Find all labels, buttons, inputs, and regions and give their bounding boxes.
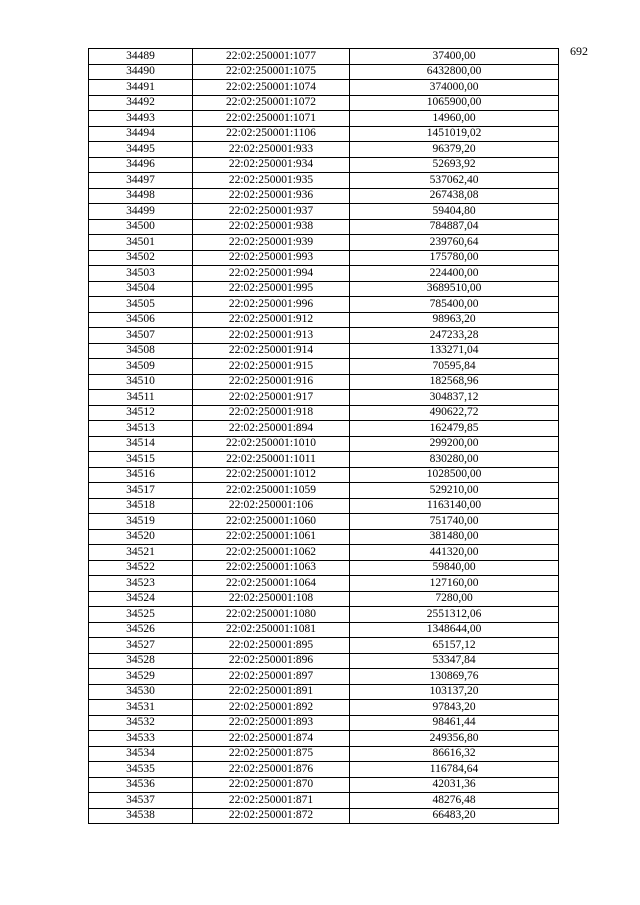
value-cell: 249356,80	[350, 731, 559, 747]
cadastral-number-cell: 22:02:250001:1080	[193, 607, 350, 623]
table-row	[89, 452, 559, 468]
cadastral-number-cell: 22:02:250001:1059	[193, 483, 350, 499]
cadastral-number-cell: 22:02:250001:894	[193, 421, 350, 437]
table-row	[89, 250, 559, 266]
value-cell: 130869,76	[350, 669, 559, 685]
row-number-cell: 34512	[89, 405, 193, 421]
table-row	[89, 157, 559, 173]
value-cell: 65157,12	[350, 638, 559, 654]
value-cell: 1451019,02	[350, 126, 559, 142]
value-cell: 2551312,06	[350, 607, 559, 623]
cadastral-number-cell: 22:02:250001:917	[193, 390, 350, 406]
table-row	[89, 281, 559, 297]
cadastral-number-cell: 22:02:250001:995	[193, 281, 350, 297]
cadastral-number-cell: 22:02:250001:916	[193, 374, 350, 390]
row-number-cell: 34521	[89, 545, 193, 561]
value-cell: 1028500,00	[350, 467, 559, 483]
row-number-cell: 34519	[89, 514, 193, 530]
row-number-cell: 34499	[89, 204, 193, 220]
value-cell: 374000,00	[350, 80, 559, 96]
table-row	[89, 607, 559, 623]
table-row	[89, 638, 559, 654]
cadastral-number-cell: 22:02:250001:875	[193, 746, 350, 762]
row-number-cell: 34500	[89, 219, 193, 235]
row-number-cell: 34532	[89, 715, 193, 731]
table-row	[89, 653, 559, 669]
value-cell: 3689510,00	[350, 281, 559, 297]
cadastral-number-cell: 22:02:250001:892	[193, 700, 350, 716]
row-number-cell: 34511	[89, 390, 193, 406]
value-cell: 785400,00	[350, 297, 559, 313]
row-number-cell: 34523	[89, 576, 193, 592]
table-row	[89, 483, 559, 499]
value-cell: 490622,72	[350, 405, 559, 421]
row-number-cell: 34531	[89, 700, 193, 716]
row-number-cell: 34502	[89, 250, 193, 266]
cadastral-number-cell: 22:02:250001:1072	[193, 95, 350, 111]
row-number-cell: 34518	[89, 498, 193, 514]
cadastral-number-cell: 22:02:250001:1081	[193, 622, 350, 638]
cadastral-number-cell: 22:02:250001:1063	[193, 560, 350, 576]
cadastral-number-cell: 22:02:250001:913	[193, 328, 350, 344]
row-number-cell: 34494	[89, 126, 193, 142]
table-row	[89, 746, 559, 762]
cadastral-number-cell: 22:02:250001:1061	[193, 529, 350, 545]
value-cell: 1163140,00	[350, 498, 559, 514]
row-number-cell: 34528	[89, 653, 193, 669]
row-number-cell: 34508	[89, 343, 193, 359]
value-cell: 529210,00	[350, 483, 559, 499]
value-cell: 53347,84	[350, 653, 559, 669]
cadastral-number-cell: 22:02:250001:871	[193, 793, 350, 809]
row-number-cell: 34507	[89, 328, 193, 344]
cadastral-number-cell: 22:02:250001:1075	[193, 64, 350, 80]
cadastral-number-cell: 22:02:250001:895	[193, 638, 350, 654]
table-row	[89, 715, 559, 731]
cadastral-number-cell: 22:02:250001:1064	[193, 576, 350, 592]
table-row	[89, 126, 559, 142]
row-number-cell: 34538	[89, 808, 193, 824]
cadastral-number-cell: 22:02:250001:1010	[193, 436, 350, 452]
cadastral-number-cell: 22:02:250001:870	[193, 777, 350, 793]
cadastral-number-cell: 22:02:250001:1106	[193, 126, 350, 142]
value-cell: 6432800,00	[350, 64, 559, 80]
value-cell: 127160,00	[350, 576, 559, 592]
value-cell: 70595,84	[350, 359, 559, 375]
value-cell: 116784,64	[350, 762, 559, 778]
table-row	[89, 173, 559, 189]
value-cell: 751740,00	[350, 514, 559, 530]
row-number-cell: 34537	[89, 793, 193, 809]
row-number-cell: 34515	[89, 452, 193, 468]
table-row	[89, 529, 559, 545]
cadastral-number-cell: 22:02:250001:939	[193, 235, 350, 251]
table-row	[89, 359, 559, 375]
row-number-cell: 34524	[89, 591, 193, 607]
row-number-cell: 34489	[89, 49, 193, 65]
value-cell: 784887,04	[350, 219, 559, 235]
value-cell: 537062,40	[350, 173, 559, 189]
cadastral-table	[88, 48, 559, 824]
value-cell: 66483,20	[350, 808, 559, 824]
cadastral-number-cell: 22:02:250001:872	[193, 808, 350, 824]
table-row	[89, 405, 559, 421]
cadastral-number-cell: 22:02:250001:918	[193, 405, 350, 421]
table-row	[89, 793, 559, 809]
row-number-cell: 34510	[89, 374, 193, 390]
table-row	[89, 204, 559, 220]
cadastral-number-cell: 22:02:250001:937	[193, 204, 350, 220]
table-body	[89, 49, 559, 824]
value-cell: 48276,48	[350, 793, 559, 809]
value-cell: 381480,00	[350, 529, 559, 545]
row-number-cell: 34535	[89, 762, 193, 778]
cadastral-number-cell: 22:02:250001:108	[193, 591, 350, 607]
row-number-cell: 34505	[89, 297, 193, 313]
row-number-cell: 34520	[89, 529, 193, 545]
table-row	[89, 622, 559, 638]
row-number-cell: 34490	[89, 64, 193, 80]
value-cell: 304837,12	[350, 390, 559, 406]
value-cell: 97843,20	[350, 700, 559, 716]
row-number-cell: 34492	[89, 95, 193, 111]
value-cell: 14960,00	[350, 111, 559, 127]
cadastral-number-cell: 22:02:250001:1062	[193, 545, 350, 561]
row-number-cell: 34503	[89, 266, 193, 282]
cadastral-number-cell: 22:02:250001:996	[193, 297, 350, 313]
table-row	[89, 436, 559, 452]
cadastral-number-cell: 22:02:250001:936	[193, 188, 350, 204]
cadastral-number-cell: 22:02:250001:893	[193, 715, 350, 731]
table-row	[89, 111, 559, 127]
table-row	[89, 49, 559, 65]
table-row	[89, 188, 559, 204]
cadastral-number-cell: 22:02:250001:1060	[193, 514, 350, 530]
value-cell: 86616,32	[350, 746, 559, 762]
cadastral-number-cell: 22:02:250001:1012	[193, 467, 350, 483]
table-row	[89, 684, 559, 700]
row-number-cell: 34501	[89, 235, 193, 251]
table-row	[89, 669, 559, 685]
row-number-cell: 34495	[89, 142, 193, 158]
value-cell: 96379,20	[350, 142, 559, 158]
table-row	[89, 560, 559, 576]
row-number-cell: 34498	[89, 188, 193, 204]
value-cell: 247233,28	[350, 328, 559, 344]
row-number-cell: 34497	[89, 173, 193, 189]
cadastral-number-cell: 22:02:250001:106	[193, 498, 350, 514]
table-row	[89, 64, 559, 80]
value-cell: 98963,20	[350, 312, 559, 328]
value-cell: 830280,00	[350, 452, 559, 468]
table-row	[89, 328, 559, 344]
value-cell: 182568,96	[350, 374, 559, 390]
table-row	[89, 390, 559, 406]
cadastral-number-cell: 22:02:250001:933	[193, 142, 350, 158]
cadastral-number-cell: 22:02:250001:938	[193, 219, 350, 235]
table-row	[89, 591, 559, 607]
value-cell: 52693,92	[350, 157, 559, 173]
cadastral-number-cell: 22:02:250001:876	[193, 762, 350, 778]
value-cell: 162479,85	[350, 421, 559, 437]
table-row	[89, 777, 559, 793]
row-number-cell: 34509	[89, 359, 193, 375]
row-number-cell: 34525	[89, 607, 193, 623]
table-row	[89, 467, 559, 483]
value-cell: 42031,36	[350, 777, 559, 793]
table-row	[89, 545, 559, 561]
table-row	[89, 731, 559, 747]
cadastral-number-cell: 22:02:250001:896	[193, 653, 350, 669]
table-row	[89, 498, 559, 514]
table-row	[89, 142, 559, 158]
table-row	[89, 374, 559, 390]
row-number-cell: 34517	[89, 483, 193, 499]
table-row	[89, 80, 559, 96]
value-cell: 224400,00	[350, 266, 559, 282]
row-number-cell: 34491	[89, 80, 193, 96]
row-number-cell: 34527	[89, 638, 193, 654]
row-number-cell: 34529	[89, 669, 193, 685]
value-cell: 239760,64	[350, 235, 559, 251]
cadastral-number-cell: 22:02:250001:934	[193, 157, 350, 173]
table-row	[89, 343, 559, 359]
row-number-cell: 34522	[89, 560, 193, 576]
table-row	[89, 576, 559, 592]
cadastral-number-cell: 22:02:250001:1071	[193, 111, 350, 127]
cadastral-number-cell: 22:02:250001:914	[193, 343, 350, 359]
cadastral-number-cell: 22:02:250001:891	[193, 684, 350, 700]
cadastral-number-cell: 22:02:250001:935	[193, 173, 350, 189]
value-cell: 175780,00	[350, 250, 559, 266]
value-cell: 59404,80	[350, 204, 559, 220]
value-cell: 1348644,00	[350, 622, 559, 638]
value-cell: 59840,00	[350, 560, 559, 576]
table-row	[89, 235, 559, 251]
row-number-cell: 34536	[89, 777, 193, 793]
row-number-cell: 34516	[89, 467, 193, 483]
cadastral-number-cell: 22:02:250001:1077	[193, 49, 350, 65]
table-row	[89, 266, 559, 282]
value-cell: 299200,00	[350, 436, 559, 452]
row-number-cell: 34533	[89, 731, 193, 747]
row-number-cell: 34513	[89, 421, 193, 437]
value-cell: 1065900,00	[350, 95, 559, 111]
value-cell: 98461,44	[350, 715, 559, 731]
row-number-cell: 34493	[89, 111, 193, 127]
row-number-cell: 34504	[89, 281, 193, 297]
row-number-cell: 34506	[89, 312, 193, 328]
cadastral-number-cell: 22:02:250001:874	[193, 731, 350, 747]
cadastral-number-cell: 22:02:250001:1074	[193, 80, 350, 96]
cadastral-number-cell: 22:02:250001:994	[193, 266, 350, 282]
cadastral-number-cell: 22:02:250001:915	[193, 359, 350, 375]
table-row	[89, 95, 559, 111]
row-number-cell: 34526	[89, 622, 193, 638]
table-row	[89, 700, 559, 716]
table-row	[89, 762, 559, 778]
value-cell: 7280,00	[350, 591, 559, 607]
table-row	[89, 219, 559, 235]
row-number-cell: 34534	[89, 746, 193, 762]
table-row	[89, 514, 559, 530]
value-cell: 133271,04	[350, 343, 559, 359]
table-row	[89, 808, 559, 824]
cadastral-number-cell: 22:02:250001:1011	[193, 452, 350, 468]
value-cell: 103137,20	[350, 684, 559, 700]
cadastral-number-cell: 22:02:250001:897	[193, 669, 350, 685]
value-cell: 37400,00	[350, 49, 559, 65]
row-number-cell: 34496	[89, 157, 193, 173]
page-number: 692	[570, 44, 588, 58]
cadastral-number-cell: 22:02:250001:993	[193, 250, 350, 266]
value-cell: 441320,00	[350, 545, 559, 561]
cadastral-number-cell: 22:02:250001:912	[193, 312, 350, 328]
table-row	[89, 312, 559, 328]
table-row	[89, 297, 559, 313]
table-row	[89, 421, 559, 437]
row-number-cell: 34514	[89, 436, 193, 452]
value-cell: 267438,08	[350, 188, 559, 204]
row-number-cell: 34530	[89, 684, 193, 700]
